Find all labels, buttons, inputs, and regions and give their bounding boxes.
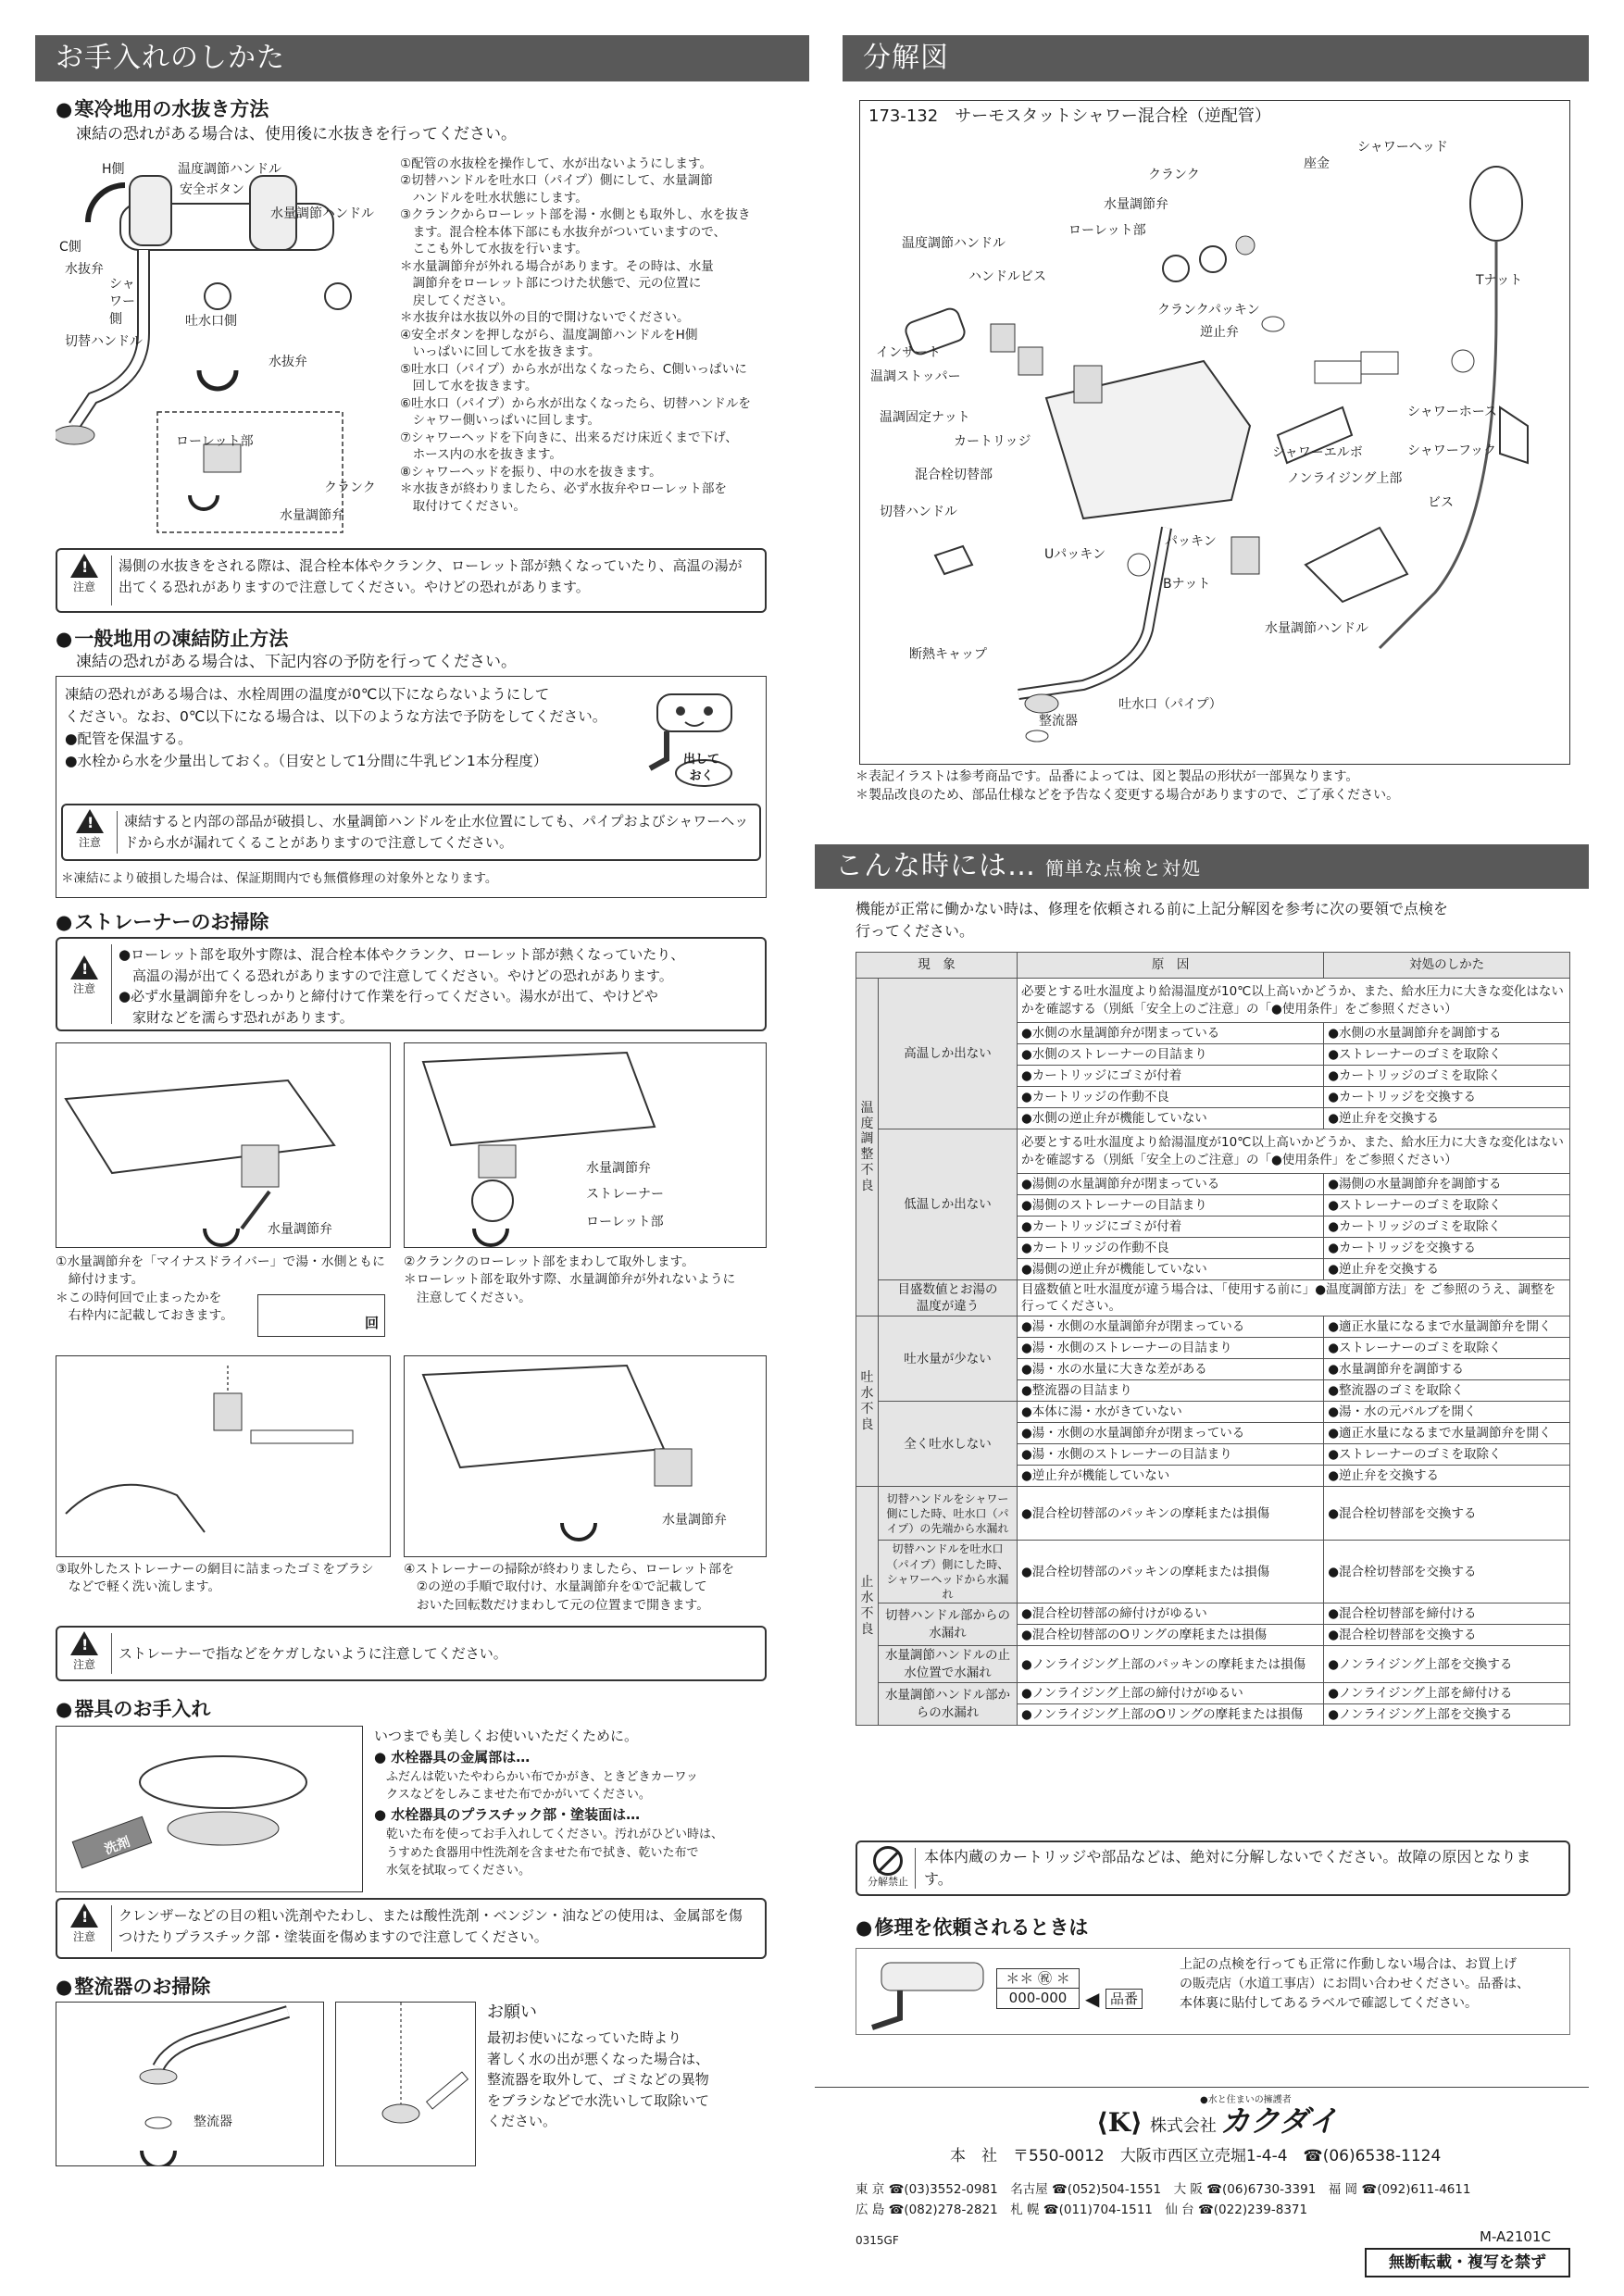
- drain-label-temp-handle: 温度調節ハンドル: [178, 162, 281, 177]
- aerator-drawing2: [336, 2003, 475, 2165]
- freeze-bubble: 出して おく: [683, 753, 720, 783]
- part-knurl: ローレット部: [1068, 223, 1146, 238]
- warning-icon: ! 注意: [63, 1631, 106, 1681]
- drain-label-knurl: ローレット部: [176, 434, 254, 449]
- freeze-intro: 凍結の恐れがある場合は、下記内容の予防を行ってください。: [76, 653, 517, 671]
- care-illustration: [56, 1726, 363, 1892]
- strainer-fig2: 水量調節弁 ストレーナー ローレット部: [404, 1042, 767, 1248]
- part-cartridge: カートリッジ: [954, 434, 1031, 449]
- drain-intro: 凍結の恐れがある場合は、使用後に水抜きを行ってください。: [76, 125, 517, 144]
- care-drawing: [56, 1727, 362, 1891]
- part-shower-hook: シャワーフック: [1407, 443, 1497, 458]
- part-check-valve: 逆止弁: [1200, 325, 1239, 340]
- part-spout: 吐水口（パイプ）: [1118, 697, 1222, 712]
- strainer-fig1-drawing: [56, 1043, 390, 1247]
- care-lines: いつまでも美しくお使いいただくために。 ● 水栓器具の金属部は… ふだんは乾いたやわらかい布でかがき、ときどきカーワッ クスなどをしみこませた布でかがいてください。 ● 水栓器具のプラスチック部・塗装面は… 乾いた布を使ってお手入れしてください。汚れがひどい時は、 うすめた食器用中性洗剤を含ませた布で拭き、乾いた布で 水気を拭取ってください。: [374, 1728, 724, 1878]
- freeze-title: ● 一般地用の凍結防止方法: [56, 626, 288, 652]
- freeze-caution: ! 注意 凍結すると内部の部品が破損し、水量調節ハンドルを止水位置にしても、パイプおよびシャワーヘッドから水が漏れてくることがありますので注意してください。: [61, 804, 761, 861]
- doc-code-left: 0315GF: [856, 2234, 899, 2247]
- company-offices-2: 広 島 ☎(082)278-2821 札 幌 ☎(011)704-1511 仙 台 ☎(022)239-8371: [856, 2202, 1308, 2217]
- warning-icon: ! 注意: [69, 809, 111, 859]
- part-insulation-cap: 断熱キャップ: [909, 647, 987, 662]
- col-symptom: 現 象: [856, 953, 1018, 979]
- strainer-fig2-drawing: [405, 1043, 766, 1247]
- request-title: お願い: [487, 2003, 537, 2022]
- col-remedy: 対処のしかた: [1324, 953, 1570, 979]
- part-aerator: 整流器: [1039, 714, 1078, 729]
- part-crank-packing: クランクパッキン: [1157, 303, 1260, 318]
- part-switch-handle: 切替ハンドル: [880, 505, 957, 519]
- part-temp-stopper: 温調ストッパー: [870, 369, 961, 384]
- strainer-fig3: [56, 1355, 391, 1557]
- strainer-fig4: 水量調節弁: [404, 1355, 767, 1557]
- trouble-table: 現 象 原 因 対処のしかた 温 度 調 整 不 良 高温しか出ない 必要とする吐水温度より給湯温度が10℃以上高いかどうか、また、給水圧力に大きな変化はないかを確認する（別紙「安全上のご注意」の「●使用条件」をご参照ください） ●水側の水量調節弁が閉まっている ●水側の水量調節弁を調節する ●水側のストレーナーの目詰まり ●ストレーナーのゴミを取除く ●カートリッジにゴミが付着 ●カートリッジのゴミを取除く ●カートリッジの作動不良 ●カートリッジを交換する ●水側の逆止弁が機能していない ●逆止弁を交換する 低温しか出ない 必要とする吐水温度より給湯温度が10℃以上高いかどうか、また、給水圧力に大きな変化はないかを確認する（別紙「安全上のご注意」の「●使用条件」をご参照ください） ●湯側の水量調節弁が閉まっている ●湯側の水量調節弁を調節する ●湯側のストレーナーの目詰まり ●ストレーナーのゴミを取除く ●カートリッジにゴミが付着 ●カートリッジのゴミを取除く ●カートリッジの作動不良 ●カートリッジを交換する ●湯側の逆止弁が機能していない ●逆止弁を交換する 目盛数値とお湯の 温度が違う 目盛数値と吐水温度が違う場合は、「使用する前に」●温度調節方法」を ご参照のうえ、調整を行ってください。 吐 水 不 良 吐水量が少ない ●湯・水側の水量調節弁が閉まっている ●適正水量になるまで水量調節弁を開く ●湯・水側のストレーナーの目詰まり ●ストレーナーのゴミを取除く ●湯・水の水量に大きな差がある ●水量調節弁を調節する ●整流器の目詰まり ●整流器のゴミを取除く 全く吐水しない ●本体に湯・水がきていない ●湯・水の元バルブを開く ●湯・水側の水量調節弁が閉まっている ●適正水量になるまで水量調節弁を開く ●湯・水側のストレーナーの目詰まり ●ストレーナーのゴミを取除く ●逆止弁が機能していない ●逆止弁を交換する 止 水 不 良 切替ハンドルをシャワー側にした時、吐水口（パイプ）の先端から水漏れ ●混合栓切替部のパッキンの摩耗または損傷 ●混合栓切替部を交換する 切替ハンドルを吐水口（パイプ）側にした時、シャワーヘッドから水漏れ ●混合栓切替部のパッキンの摩耗または損傷 ●混合栓切替部を交換する 切替ハンドル部からの水漏れ ●混合栓切替部の締付けがゆるい ●混合栓切替部を締付ける ●混合栓切替部のOリングの摩耗または損傷 ●混合栓切替部を交換する 水量調節ハンドルの止水位置で水漏れ ●ノンライジング上部のパッキンの摩耗または損傷 ●ノンライジング上部を交換する 水量調節ハンドル部からの水漏れ ●ノンライジング上部の締付けがゆるい ●ノンライジング上部を締付ける ●ノンライジング上部のOリングの摩耗または損傷 ●ノンライジング上部を交換する: [856, 952, 1570, 1726]
- company-tagline: ●水と住まいの擁護者: [1200, 2095, 1292, 2105]
- strainer-fig3-drawing: [56, 1356, 390, 1556]
- left-header: お手入れのしかた: [35, 35, 809, 81]
- drain-label-crank: クランク: [324, 480, 376, 495]
- repair-text: 上記の点検を行っても正常に作動しない場合は、お買上げ の販売店（水道工事店）にお問い合わせください。品番は、 本体裏に貼付してあるラベルで確認してください。: [1180, 1957, 1530, 2011]
- aerator-fig2: [335, 2002, 476, 2166]
- drain-caution: ! 注意 湯側の水抜きをされる際は、混合栓本体やクランク、ローレット部が熱くなっていたり、高温の湯が出てくる恐れがありますので注意してください。やけどの恐れがあります。: [56, 548, 767, 613]
- part-temp-nut: 温調固定ナット: [880, 410, 970, 425]
- exploded-note-1: ＊表記イラストは参考商品です。品番によっては、図と製品の形状が一部異なります。: [856, 769, 1359, 784]
- col-cause: 原 因: [1018, 953, 1324, 979]
- company-logo: ⟨K⟩ 株式会社 カクダイ: [1096, 2103, 1338, 2139]
- drain-label-safety: 安全ボタン: [180, 182, 244, 197]
- part-insert: インサート: [876, 345, 941, 360]
- drain-label-shower: シャワー側: [109, 277, 135, 327]
- part-handle-screw: ハンドルビス: [968, 269, 1046, 284]
- repair-title: ● 修理を依頼されるときは: [856, 1915, 1088, 1940]
- turns-unit: 回: [364, 1314, 379, 1331]
- no-reprint-stamp: 無断転載・複写を禁ず: [1365, 2248, 1570, 2277]
- product-label: ＊＊ ㊗ ＊ 000-000: [996, 1968, 1080, 2009]
- exploded-model: 173-132 サーモスタットシャワー混合栓（逆配管）: [868, 106, 1271, 126]
- company-hq: 本 社 〒550-0012 大阪市西区立売堀1-4-4 ☎(06)6538-1124: [950, 2147, 1442, 2165]
- footer-rule: [815, 2087, 1589, 2088]
- drain-steps: ①配管の水抜栓を操作して、水が出ないようにします。 ②切替ハンドルを吐水口（パイプ）側にして、水量調節 ハンドルを吐水状態にします。 ③クランクからローレット部を湯・水側とも取外し、水を抜き ます。混合栓本体下部にも水抜弁がついていますので、 ここも外して水抜を行います。 ＊水量調節弁が外れる場合があります。その時は、水量 調節弁をローレット部につけた状態で、元の位置に 戻してください。 ＊水抜弁は水抜以外の目的で開けないでください。 ④安全ボタンを押しながら、温度調節ハンドルをH側 いっぱいに回して水を抜きます。 ⑤吐水口（パイプ）から水が出なくなったら、C側いっぱいに 回して水を抜きます。 ⑥吐水口（パイプ）から水が出なくなったら、切替ハンドルを シャワー側いっぱいに回します。 ⑦シャワーヘッドを下向きに、出来るだけ床近くまで下げ、 ホース内の水を抜きます。 ⑧シャワーヘッドを振り、中の水を抜きます。 ＊水抜きが終わりましたら、必ず水抜弁やローレット部を 取付けてください。: [400, 156, 751, 514]
- care-title: ● 器具のお手入れ: [56, 1696, 210, 1722]
- product-number-label: 品番: [1106, 1989, 1143, 2009]
- freeze-lines: 凍結の恐れがある場合は、水栓周囲の温度が0℃以下にならないようにして ください。なお、0℃以下になる場合は、以下のような方法で予防をしてください。 ●配管を保温する。 ●水栓から水を少量出しておく。（目安として1分間に牛乳ビン1本分程度）: [65, 686, 607, 770]
- strainer-caution: ! 注意 ●ローレット部を取外す際は、混合栓本体やクランク、ローレット部が熱くなっていたり、 高温の湯が出てくる恐れがありますので注意してください。やけどの恐れがあります。 ●必ず水量調節弁をしっかりと締付けて作業を行ってください。湯水が出て、やけどや 家財などを濡らす恐れがあります。: [56, 937, 767, 1031]
- repair-faucet-icon: [863, 1953, 1002, 2031]
- aerator-drawing1: [56, 2003, 323, 2165]
- part-screw: ビス: [1428, 495, 1454, 510]
- strainer-step1: ①水量調節弁を「マイナスドライバー」で湯・水側ともに 締付けます。 ＊この時何回で止まったかを 右枠内に記載しておきます。: [56, 1254, 385, 1323]
- doc-code-right: M-A2101C: [1480, 2228, 1551, 2245]
- strainer-caution2: ! 注意 ストレーナーで指などをケガしないように注意してください。: [56, 1626, 767, 1681]
- aerator-fig1: 整流器: [56, 2002, 324, 2166]
- drain-label-switch: 切替ハンドル: [65, 334, 143, 349]
- company-offices-1: 東 京 ☎(03)3552-0981 名古屋 ☎(052)504-1551 大 阪 ☎(06)6730-3391 福 岡 ☎(092)611-4611: [856, 2182, 1471, 2197]
- drain-label-c: C側: [59, 240, 81, 255]
- part-crank: クランク: [1148, 168, 1200, 182]
- aerator-title: ● 整流器のお掃除: [56, 1974, 210, 2000]
- strainer-title: ● ストレーナーのお掃除: [56, 909, 269, 935]
- drain-label-flow-handle: 水量調節ハンドル: [270, 206, 374, 221]
- right-header: 分解図: [843, 35, 1589, 81]
- strainer-step3: ③取外したストレーナーの網目に詰まったゴミをブラシ などで軽く洗い流します。: [56, 1562, 374, 1595]
- warning-icon: ! 注意: [63, 1903, 106, 1953]
- part-packing: パッキン: [1165, 534, 1217, 549]
- arrow-left-icon: ◀: [1085, 1988, 1100, 2010]
- drain-label-valve: 水量調節弁: [280, 508, 344, 523]
- drain-title: ● 寒冷地用の水抜き方法: [56, 96, 269, 122]
- drain-label-drain2: 水抜弁: [269, 355, 307, 369]
- request-lines: 最初お使いになっていた時より 著しく水の出が悪くなった場合は、 整流器を取外して、ゴミなどの異物 をブラシなどで水洗いして取除いて ください。: [487, 2029, 710, 2129]
- part-temp-handle: 温度調節ハンドル: [902, 236, 1006, 251]
- freeze-note: ＊凍結により破損した場合は、保証期間内でも無償修理の対象外となります。: [61, 871, 498, 886]
- part-washer: 座金: [1304, 156, 1330, 171]
- strainer-fig1: 水量調節弁: [56, 1042, 391, 1248]
- part-u-packing: Uパッキン: [1044, 547, 1106, 562]
- part-switch-unit: 混合栓切替部: [915, 468, 993, 482]
- drain-label-spout: 吐水口側: [185, 314, 237, 329]
- warning-icon: ! 注意: [63, 554, 106, 604]
- kakudai-logo-icon: ⟨K⟩: [1096, 2107, 1143, 2138]
- part-shower-elbow: シャワーエルボ: [1272, 445, 1363, 460]
- trouble-header: こんな時には… 簡単な点検と対処: [815, 844, 1589, 889]
- part-shower-hose: シャワーホース: [1407, 405, 1498, 419]
- exploded-note-2: ＊製品改良のため、部品仕様などを予告なく変更する場合がありますので、ご了承ください。: [856, 788, 1400, 803]
- no-disassembly-icon: 分解禁止: [865, 1846, 911, 1890]
- part-shower-head: シャワーヘッド: [1357, 140, 1448, 155]
- strainer-step4: ④ストレーナーの掃除が終わりましたら、ローレット部を ②の逆の手順で取付け、水量調節弁を①で記載して おいた回転数だけまわして元の位置まで開きます。: [404, 1562, 734, 1613]
- care-caution: ! 注意 クレンザーなどの目の粗い洗剤やたわし、または酸性洗剤・ベンジン・油などの使用は、金属部を傷つけたりプラスチック部・塗装面を傷めますので注意してください。: [56, 1898, 767, 1959]
- drain-label-drain1: 水抜弁: [65, 262, 104, 277]
- drain-label-h: H側: [102, 162, 125, 177]
- no-disassembly-box: 分解禁止 本体内蔵のカートリッジや部品などは、絶対に分解しないでください。故障の原因となります。: [856, 1841, 1570, 1896]
- turns-record-box[interactable]: [257, 1294, 385, 1337]
- part-flow-valve: 水量調節弁: [1104, 197, 1168, 212]
- warning-icon: ! 注意: [63, 955, 106, 1005]
- part-b-nut: Bナット: [1163, 577, 1211, 592]
- part-t-nut: Tナット: [1476, 273, 1523, 288]
- part-flow-handle: 水量調節ハンドル: [1265, 621, 1368, 636]
- trouble-intro: 機能が正常に働かない時は、修理を依頼される前に上記分解図を参考に次の要領で点検を 行ってください。: [856, 900, 1449, 940]
- detergent-badge: 洗剤: [102, 1834, 132, 1858]
- strainer-step2: ②クランクのローレット部をまわして取外します。 ＊ローレット部を取外す際、水量調節弁が外れないように 注意してください。: [404, 1254, 736, 1305]
- part-non-rising: ノンライジング上部: [1287, 471, 1403, 486]
